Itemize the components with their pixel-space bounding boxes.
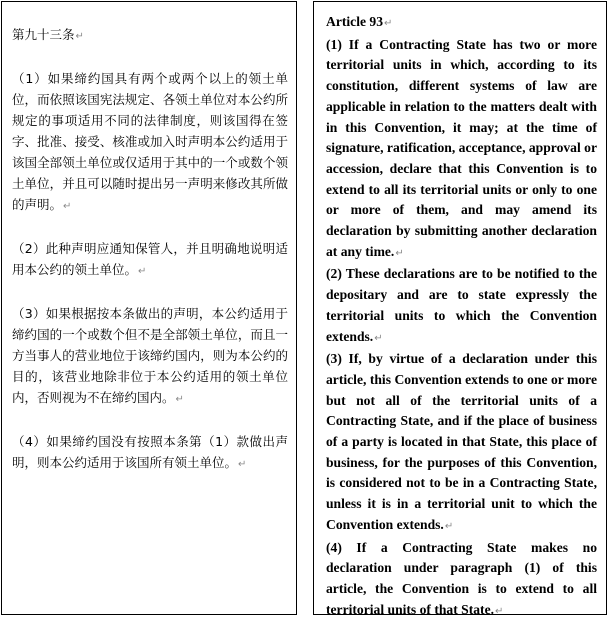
chinese-article-title: 第九十三条↵ <box>12 27 84 42</box>
english-paragraph-1: (1) If a Contracting State has two or more territorial units in which, according to its constitution, different systems of law are applicable in relation to the matters dealt with in this Convention, it may; at the time of signature, ratification, acceptance, approval or accession, declare that this Convention is to extend to all its territorial units or only to one or more of them, and may amend its declaration by submitting another declaration at any time.↵ <box>326 36 597 259</box>
paragraph-mark: ↵ <box>384 18 393 29</box>
chinese-paragraph-4: （4）如果缔约国没有按照本条第（1）款做出声明，则本公约适用于该国所有领土单位。↵ <box>12 434 288 470</box>
chinese-paragraph-3: （3）如果根据按本条做出的声明，本公约适用于缔约国的一个或数个但不是全部领土单位，而且一方当事人的营业地位于该缔约国内，则为本公约的目的，该营业地除非位于本公约适用的领土单位内，否则视为不在缔约国内。↵ <box>12 306 288 405</box>
paragraph-mark: ↵ <box>495 605 504 617</box>
chinese-paragraph-2: （2）此种声明应通知保管人，并且明确地说明适用本公约的领土单位。↵ <box>12 241 288 277</box>
paragraph-mark: ↵ <box>175 394 184 405</box>
paragraph-mark: ↵ <box>75 31 84 42</box>
paragraph-mark: ↵ <box>238 459 247 470</box>
english-text-panel <box>313 1 607 615</box>
chinese-text-panel <box>1 1 297 615</box>
english-paragraph-4: (4) If a Contracting State makes no declaration under paragraph (1) of this article, the Convention is to extend to all territorial units of that State.↵ <box>326 539 597 617</box>
english-paragraph-3: (3) If, by virtue of a declaration under this article, this Convention extends to one or more but not all of the territorial units of a Contracting State, and if the place of business of a party is located in that State, this place of business, for the purposes of this Convention, is considered not to be in a Contracting State, unless it is in a territorial unit to which the Convention extends.↵ <box>326 351 597 532</box>
english-paragraph-2: (2) These declarations are to be notified to the depositary and are to state expressly the territorial units to which the Convention extends.↵ <box>326 266 597 344</box>
paragraph-mark: ↵ <box>374 332 383 344</box>
paragraph-mark: ↵ <box>444 520 454 532</box>
english-article-title: Article 93↵ <box>326 14 393 29</box>
chinese-paragraph-1: （1）如果缔约国具有两个或两个以上的领土单位，而依照该国宪法规定、各领土单位对本公约所规定的事项适用不同的法律制度，则该国得在签字、批准、接受、核准或加入时声明本公约适用于该国全部领土单位或仅适用于其中的一个或数个领土单位，并且可以随时提出另一声明来修改其所做的声明。↵ <box>12 71 288 212</box>
paragraph-mark: ↵ <box>395 247 404 259</box>
paragraph-mark: ↵ <box>138 266 147 277</box>
paragraph-mark: ↵ <box>63 201 72 212</box>
